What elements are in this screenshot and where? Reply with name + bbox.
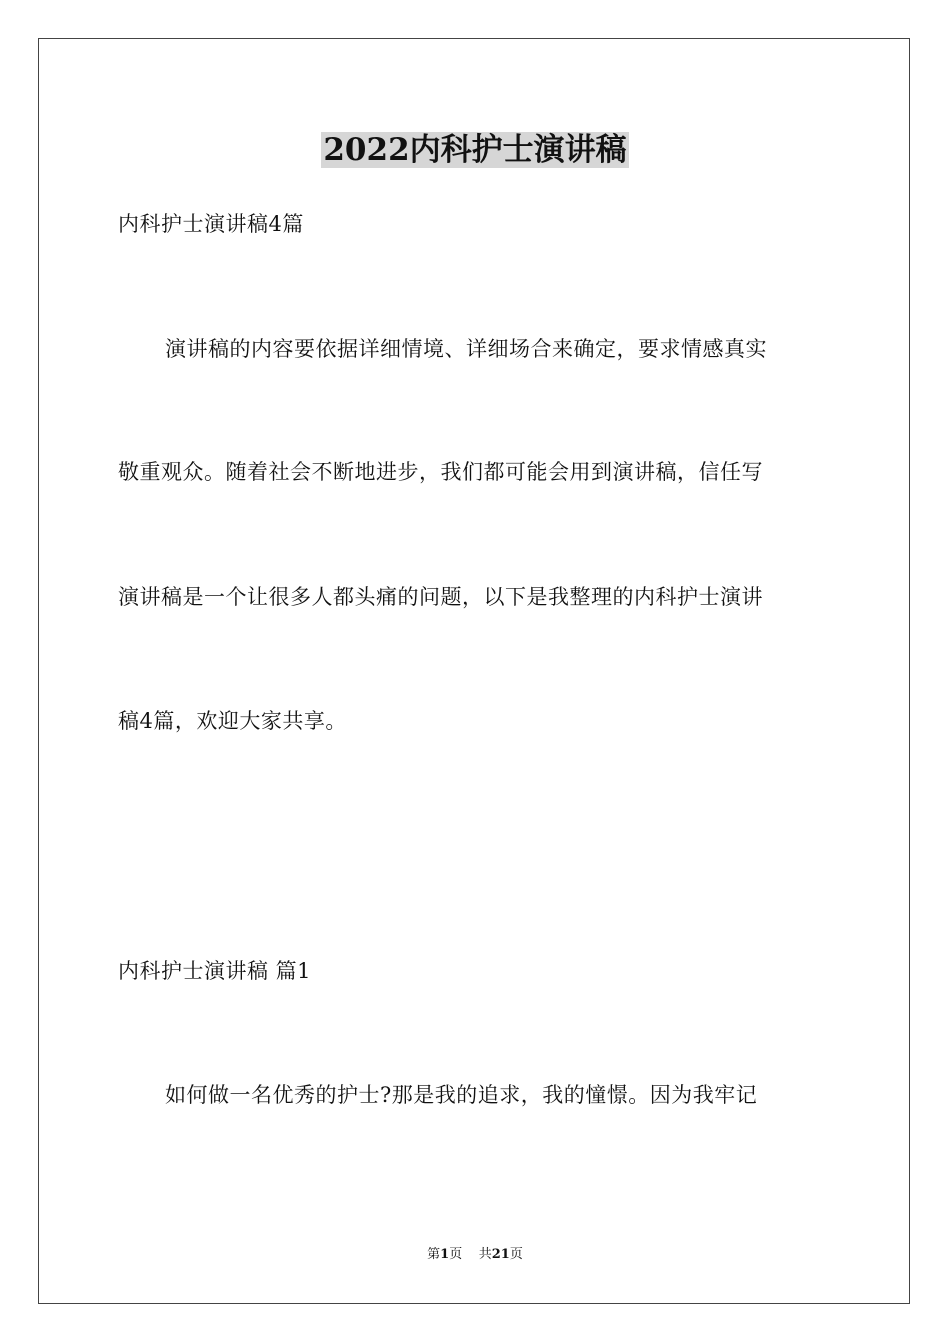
section-heading: 内科护士演讲稿 篇1 [118,959,312,983]
footer-page-prefix: 第 [427,1247,441,1262]
document-title [0,128,950,172]
document-title-text: 2022内科护士演讲稿 [323,132,627,168]
intro-paragraph-line: 敬重观众。随着社会不断地进步，我们都可能会用到演讲稿，信任写 [118,460,763,484]
intro-paragraph-line: 演讲稿的内容要依据详细情境、详细场合来确定，要求情感真实 [165,337,767,361]
footer-page-suffix: 页 [449,1247,463,1262]
footer-page-number: 1 [440,1247,450,1262]
page-footer [0,1246,950,1264]
intro-paragraph-line: 演讲稿是一个让很多人都头痛的问题，以下是我整理的内科护士演讲 [118,585,763,609]
footer-total-pages: 21 [491,1247,510,1262]
footer-total-prefix: 共 [478,1247,492,1262]
footer-total-suffix: 页 [509,1247,523,1262]
section-paragraph-line: 如何做一名优秀的护士?那是我的追求，我的憧憬。因为我牢记 [165,1083,758,1107]
intro-paragraph-line: 稿4篇，欢迎大家共享。 [118,709,347,733]
document-subtitle: 内科护士演讲稿4篇 [118,212,304,236]
